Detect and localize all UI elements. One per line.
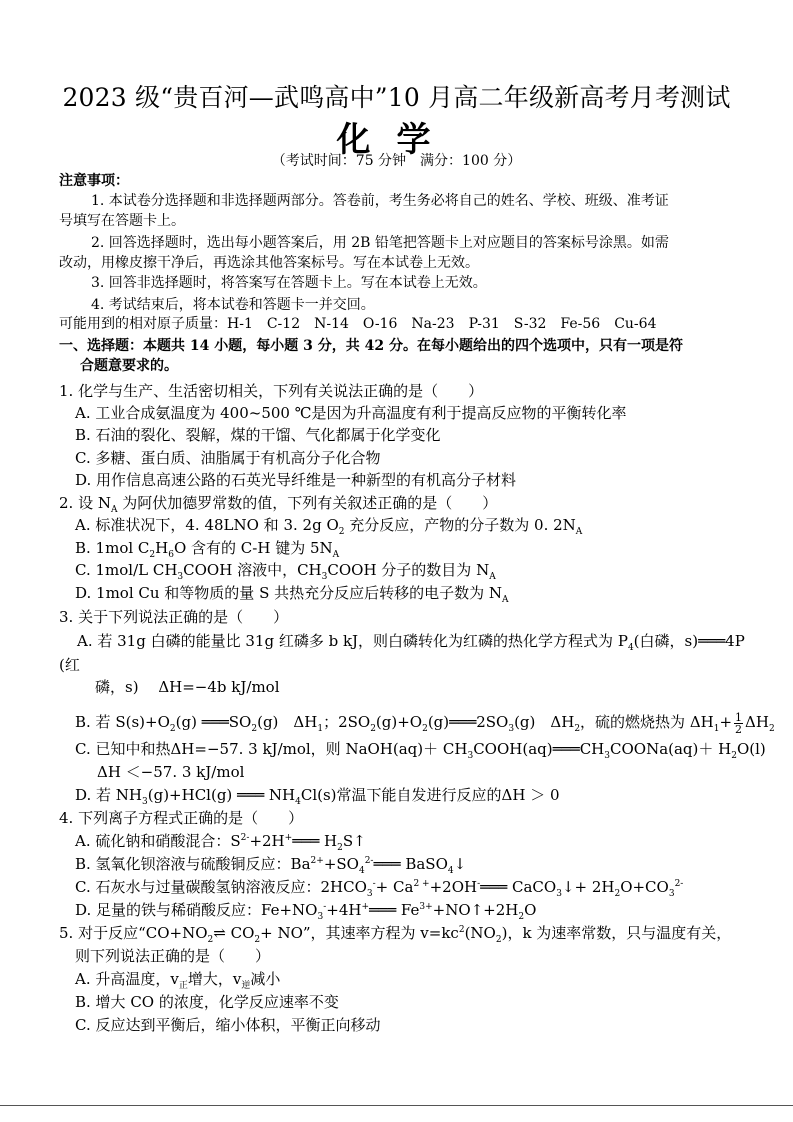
q5-option-b: B. 增大 CO 的浓度，化学反应速率不变 xyxy=(75,993,339,1011)
q5-option-a: A. 升高温度，$v_正$增大，$v_逆$减小 xyxy=(75,970,281,991)
q4-option-a: A. 硫化钠和硝酸混合：$S^{2-}+2H^+═══$ $H_2S↑$ xyxy=(75,832,366,853)
exam-meta: （考试时间：75 分钟 满分：100 分） xyxy=(271,153,522,169)
q3-option-a-line1: A. 若 31g 白磷的能量比 31g 红磷多 b kJ，则白磷转化为红磷的热化学方程式为 $P_4$(白磷，s)═══4P xyxy=(77,632,745,653)
note-1a: 1. 本试卷分选择题和非选择题两部分。答卷前，考生务必将自己的姓名、学校、班级、准考证 xyxy=(91,193,669,209)
notes-heading: 注意事项： xyxy=(59,173,129,189)
note-2a: 2. 回答选择题时，选出每小题答案后，用 2B 铅笔把答题卡上对应题目的答案标号涂黑。如需 xyxy=(91,235,669,251)
q2-option-b: B. 1mol $C_2H_6O$ 含有的 C-H 键为 $5N_A$ xyxy=(75,539,340,560)
atomic-masses: 可能用到的相对原子质量：H-1 C-12 N-14 O-16 Na-23 P-31 S-32 Fe-56 Cu-64 xyxy=(59,316,657,332)
q5-stem-line2: 则下列说法正确的是（ ） xyxy=(75,947,271,965)
q3-option-d: D. 若 $NH_3(g)+HCl(g)$ ═══ $NH_4Cl(s)$常温下能自发进行反应的ΔH ＞ 0 xyxy=(75,786,560,807)
q2-stem: 2. 设 $N_A$ 为阿伏加德罗常数的值，下列有关叙述正确的是（ ） xyxy=(59,494,498,515)
section-heading-line2: 合题意要求的。 xyxy=(80,358,178,374)
q4-option-b: B. 氢氧化钡溶液与硫酸铜反应：$Ba^{2+}+SO_4^{2-}═══$ BaSO$_4$↓ xyxy=(75,855,467,876)
q2-option-c: C. 1mol/L $CH_3COOH$ 溶液中，$CH_3COOH$ 分子的数目为 $N_A$ xyxy=(75,561,496,582)
q3-option-a-line2: (红 xyxy=(59,656,80,674)
q5-option-c: C. 反应达到平衡后，缩小体积，平衡正向移动 xyxy=(75,1016,381,1034)
q1-option-c: C. 多糖、蛋白质、油脂属于有机高分子化合物 xyxy=(75,449,381,467)
q4-stem: 4. 下列离子方程式正确的是（ ） xyxy=(59,809,304,827)
section-heading-line1: 一、选择题：本题共 14 小题，每小题 3 分，共 42 分。在每小题给出的四个选项中，只有一项是符 xyxy=(59,338,683,354)
q1-option-b: B. 石油的裂化、裂解，煤的干馏、气化都属于化学变化 xyxy=(75,426,441,444)
note-3: 3. 回答非选择题时，将答案写在答题卡上。写在本试卷上无效。 xyxy=(91,275,487,291)
page-bottom-divider xyxy=(0,1105,793,1106)
q1-option-a: A. 工业合成氨温度为 400~500 ℃是因为升高温度有利于提高反应物的平衡转化率 xyxy=(75,404,627,422)
q3-option-c-line2: ΔH ＜−57. 3 kJ/mol xyxy=(97,763,245,781)
note-1b: 号填写在答题卡上。 xyxy=(59,213,185,229)
q2-option-d: D. 1mol Cu 和等物质的量 S 共热充分反应后转移的电子数为 $N_A$ xyxy=(75,584,509,605)
q4-option-c: C. 石灰水与过量碳酸氢钠溶液反应：$2HCO_3^-+$ $Ca^{2 +}+2OH^-═══$ CaCO$_3$↓+ $2H_2O+CO_3^{2-}$ xyxy=(75,878,684,899)
note-4: 4. 考试结束后，将本试卷和答题卡一并交回。 xyxy=(91,297,375,313)
q3-option-c-line1: C. 已知中和热ΔH=−57. 3 kJ/mol，则 NaOH(aq)＋ $CH_3COOH(aq)═══CH_3COONa(aq)+ H_2O(l)$ xyxy=(75,740,766,761)
q5-stem-line1: 5. 对于反应“$CO+NO_2\rightleftharpoons$ $CO_2+$ NO”，其速率方程为 $v=kc^2(NO_2)$，k 为速率常数，只与温度有关， xyxy=(59,924,732,945)
subject-title: 化学 xyxy=(336,120,457,160)
exam-title: 2023 级“贵百河—武鸣高中”10 月高二年级新高考月考测试 xyxy=(62,83,731,112)
q3-stem: 3. 关于下列说法正确的是（ ） xyxy=(59,608,289,626)
q4-option-d: D. 足量的铁与稀硝酸反应：$Fe+NO_3^-+4H^+═══$ $Fe^{3+}+NO↑+2H_2O$ xyxy=(75,901,537,922)
q3-option-a-line3: 磷，s) ΔH=−4b kJ/mol xyxy=(95,678,280,696)
q1-option-d: D. 用作信息高速公路的石英光导纤维是一种新型的有机高分子材料 xyxy=(75,471,517,489)
q2-option-a: A. 标准状况下，4. 48LNO 和 3. 2g $O_2$ 充分反应，产物的分子数为 0. $2N_A$ xyxy=(75,516,583,537)
fraction-one-half: $\frac{1}{2}$ xyxy=(735,710,743,736)
q1-stem: 1. 化学与生产、生活密切相关，下列有关说法正确的是（ ） xyxy=(59,382,484,400)
note-2b: 改动，用橡皮擦干净后，再选涂其他答案标号。写在本试卷上无效。 xyxy=(59,255,479,271)
q3-option-b: B. 若 $S(s)+O_2(g)$ $═══SO_2(g)$ $\Delta H_1$；$2SO_2(g)+O_2(g)═══2SO_3(g)$ $\Delta H_2$，硫的燃烧热为 $\Delta H_1+$ $\frac{1}{2}$ $\Delta H_2$ xyxy=(75,710,775,736)
